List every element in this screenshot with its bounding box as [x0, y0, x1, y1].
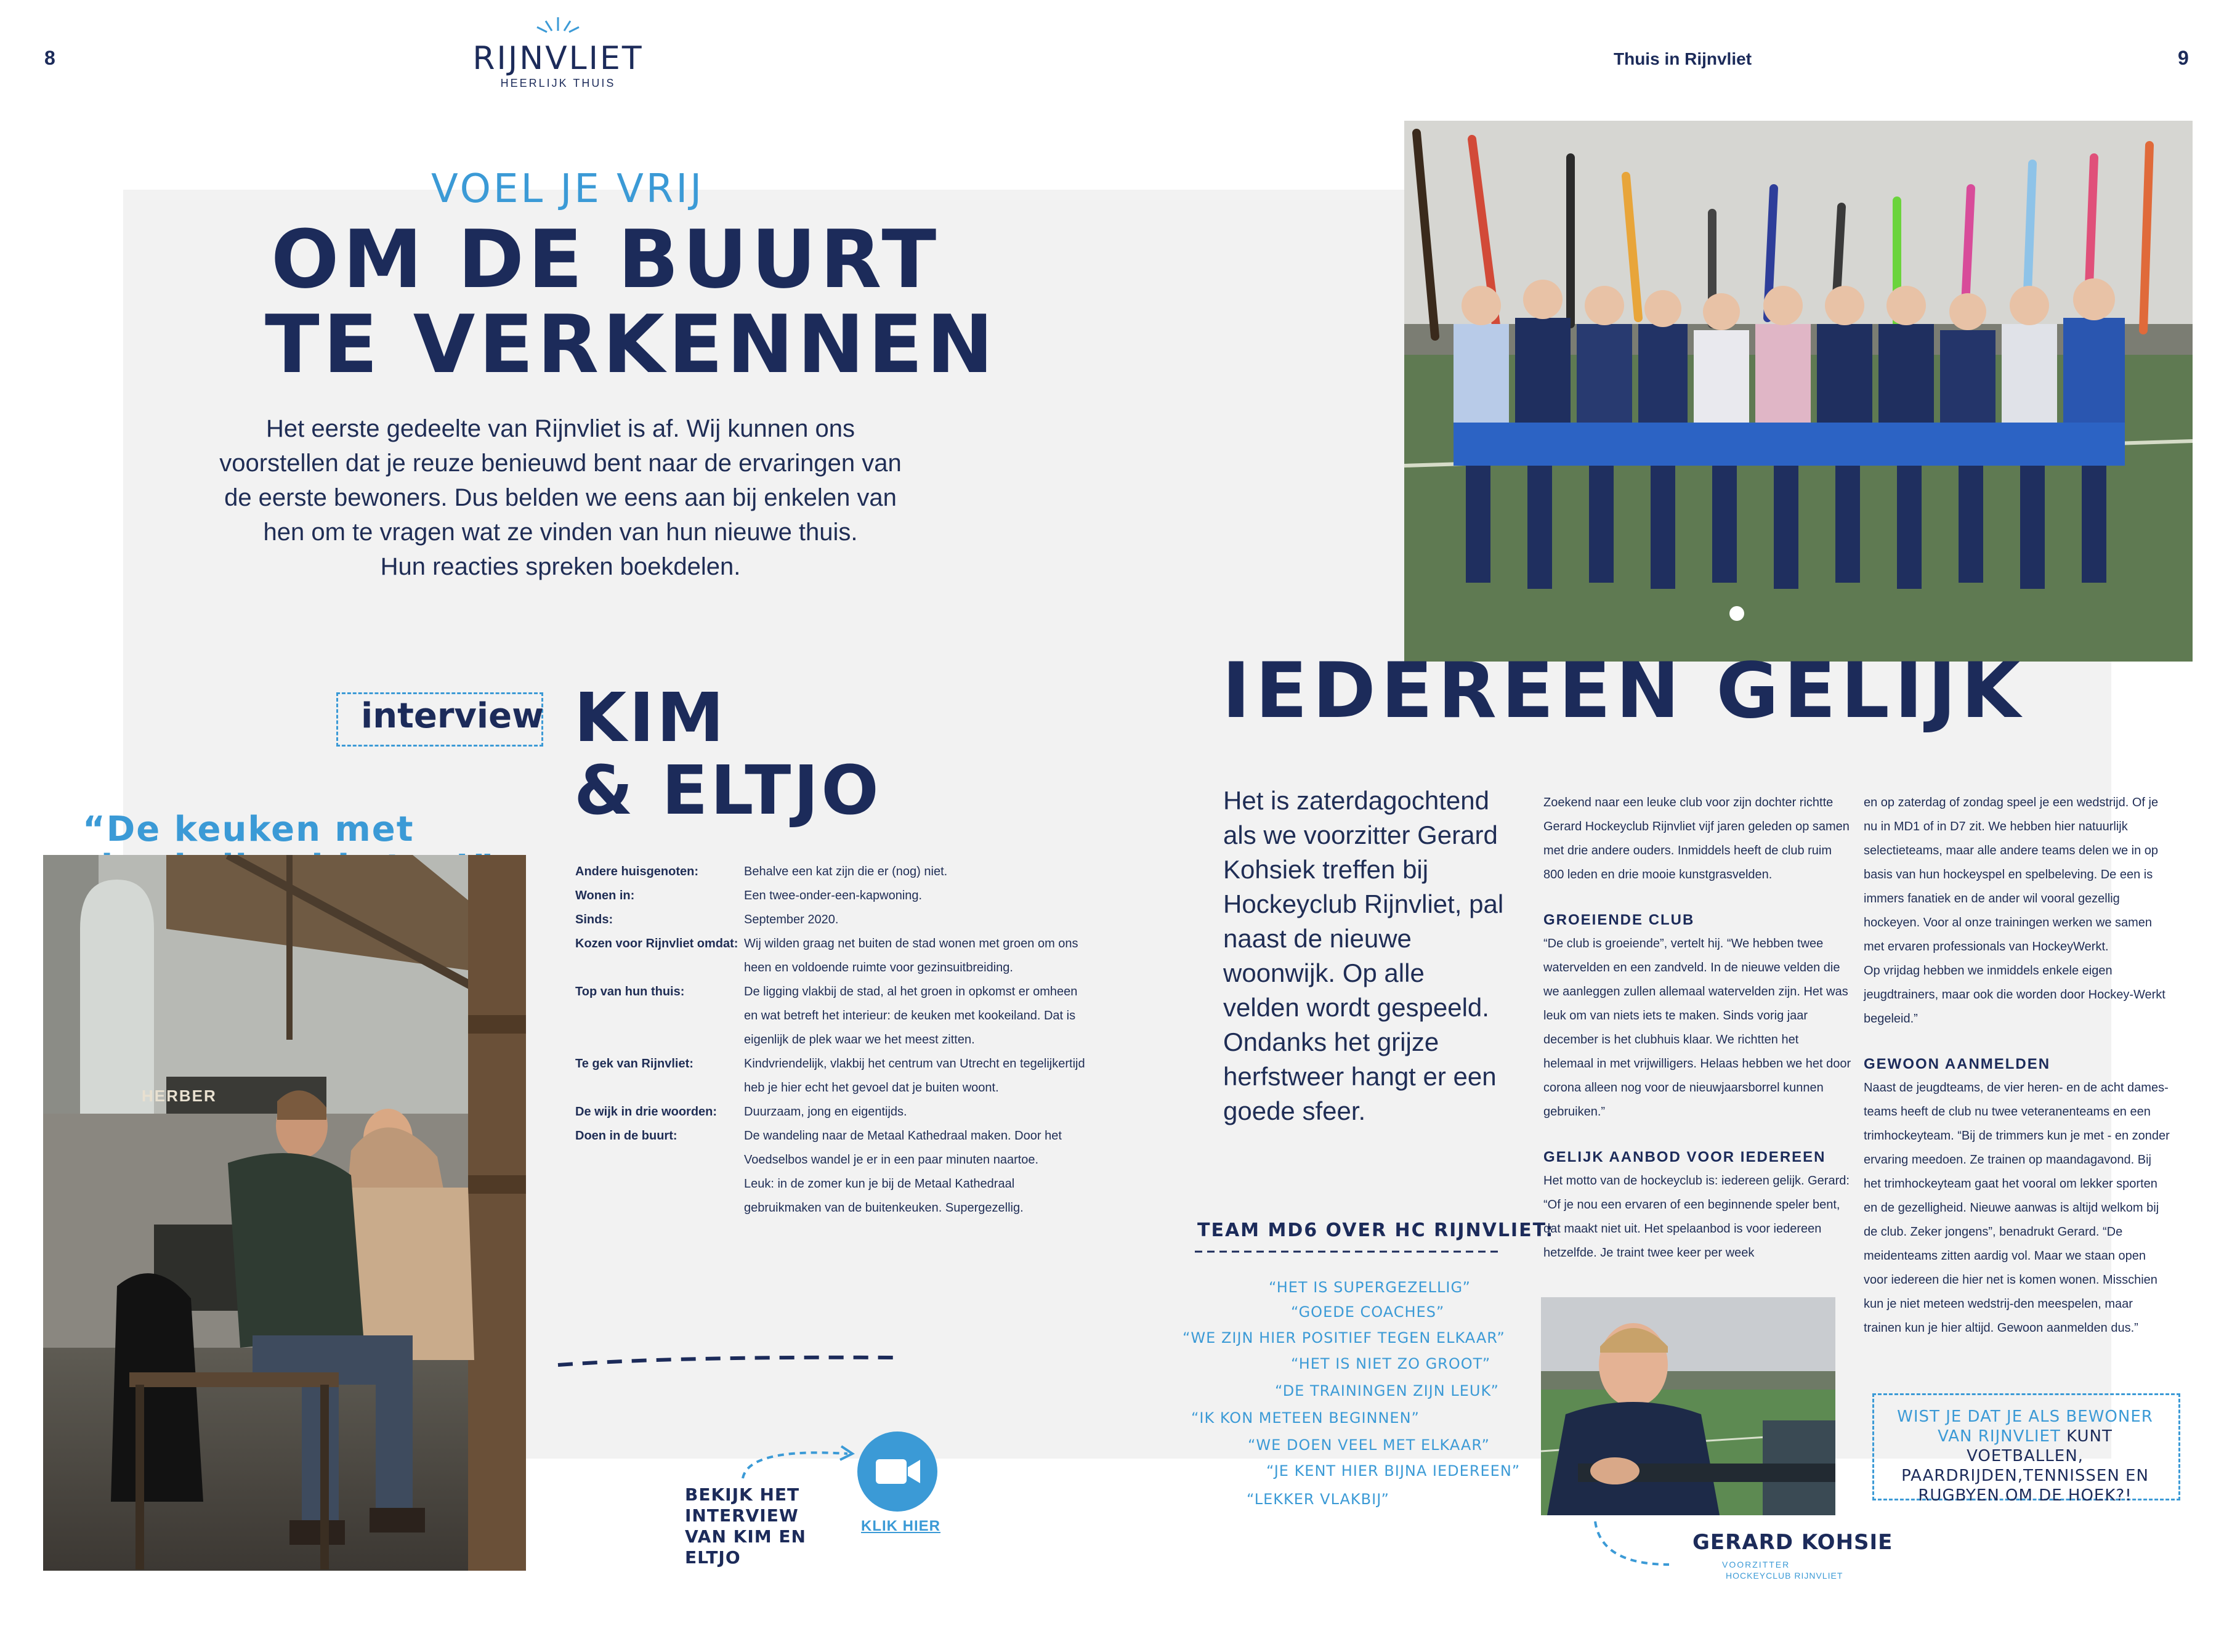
headline-line-1: OM DE BUURT: [271, 213, 940, 306]
photo-sign: HERBER: [142, 1087, 217, 1105]
article-paragraph: Op vrijdag hebben we inmiddels enkele eigen jeugdtrainers, maar ook die worden door Hockey-Werkt begeleid.”: [1864, 964, 2165, 1026]
team-quote: “HET IS SUPERGEZELLIG”: [1269, 1279, 1471, 1296]
facts-table: [575, 860, 1093, 1220]
fact-value: September 2020.: [744, 913, 839, 926]
intro-line: hen om te vragen wat ze vinden van hun nieuwe thuis.: [263, 519, 858, 546]
fact-label: Kozen voor Rijnvliet omdat:: [575, 937, 738, 950]
article-lead: Het is zaterdagochtend als we voorzitter Gerard Kohsiek treffen bij Hockeyclub Rijnvliet, pal naast de nieuwe woonwijk. Op alle velden wordt gespeeld. Ondanks het grijze herfstweer hangt er een goede sfeer.: [1223, 786, 1504, 1125]
logo-title: RIJNVLIET: [472, 40, 644, 77]
fact-row: [575, 884, 1093, 908]
hockey-team-photo: [1404, 121, 2193, 662]
pull-quote-line-1: “De keuken met: [83, 809, 414, 849]
fact-label: [575, 1172, 744, 1220]
article-title: IEDEREEN GELIJK: [1222, 647, 2026, 735]
interior-scene: [43, 855, 526, 1571]
section-title: Thuis in Rijnvliet: [1614, 49, 1752, 68]
fact-value: Duurzaam, jong en eigentijds.: [744, 1105, 907, 1119]
article-paragraph: Zoekend naar een leuke club voor zijn dochter richtte Gerard Hockeyclub Rijnvliet vijf jaren geleden op samen met drie andere ouders. Inmiddels heeft de club ruim 800 leden en drie mooie kunstgrasvelden.: [1543, 796, 1850, 881]
team-quote: “JE KENT HIER BIJNA IEDEREEN”: [1266, 1462, 1521, 1480]
fact-row: [575, 860, 1093, 884]
intro-line: voorstellen dat je reuze benieuwd bent naar de ervaringen van: [219, 450, 902, 477]
gerard-scene: [1541, 1297, 1835, 1515]
interview-tag: interview: [361, 696, 544, 736]
team-quote: “WE DOEN VEEL MET ELKAAR”: [1248, 1436, 1490, 1454]
fact-label: Doen in de buurt:: [575, 1129, 677, 1143]
fact-value: Leuk: in de zomer kun je bij de Metaal Kathedraal gebruikmaken van de buitenkeuken. Supergezellig.: [744, 1177, 1024, 1215]
hockey-scene: [1404, 121, 2193, 662]
fact-label: Top van hun thuis:: [575, 985, 685, 998]
fact-box-highlight: WIST JE DAT JE ALS BEWONER VAN RIJNVLIET: [1897, 1407, 2153, 1446]
intro-text: [197, 411, 924, 584]
cta-line: VAN KIM EN: [685, 1526, 806, 1547]
cta-line: INTERVIEW: [685, 1505, 799, 1526]
gerard-club: HOCKEYCLUB RIJNVLIET: [1726, 1571, 1843, 1581]
fact-row: [575, 1052, 1093, 1100]
gerard-name: GERARD KOHSIE: [1692, 1530, 1893, 1555]
cta-line: ELTJO: [685, 1547, 741, 1568]
article-paragraph: en op zaterdag of zondag speel je een wedstrijd. Of je nu in MD1 of in D7 zit. We hebben hier natuurlijk selectieteams, maar alle andere teams delen we in op basis van hun hockeyspel en spelbeleving. De een is immers fanatiek en de ander wil vooral gezellig hockeyen. Voor al onze trainingen werken we samen met ervaren professionals van HockeyWerkt.: [1864, 796, 2159, 954]
fact-box-text: [1883, 1407, 2167, 1505]
article-paragraph: Het motto van de hockeyclub is: iedereen gelijk. Gerard: “Of je nou een ervaren of een beginnende speler bent, dat maakt niet uit. Het spelaanbod is voor iedereen hetzelfde. Je traint twee keer per week: [1543, 1174, 1850, 1260]
kicker: VOEL JE VRIJ: [431, 166, 705, 212]
kim-eltjo-photo: [43, 855, 526, 1571]
fact-row: [575, 1172, 1093, 1220]
gerard-role: VOORZITTER: [1722, 1560, 1790, 1569]
team-quotes-title: TEAM MD6 OVER HC RIJNVLIET:: [1197, 1220, 1555, 1241]
fact-row: [575, 932, 1093, 980]
interview-title: [574, 678, 881, 830]
fact-value: De ligging vlakbij de stad, al het groen in opkomst er omheen en wat betreft het interieur: de keuken met kookeiland. Dat is eigenlijk de plek waar we het meest zitten.: [744, 985, 1078, 1047]
team-quote: “WE ZIJN HIER POSITIEF TEGEN ELKAAR”: [1183, 1329, 1505, 1346]
video-play-button[interactable]: [857, 1431, 937, 1512]
article-subheading: GEWOON AANMELDEN: [1864, 1056, 2051, 1072]
headline-line-2: TE VERKENNEN: [265, 298, 997, 391]
fact-box-rest: KUNT VOETBALLEN, PAARDRIJDEN,TENNISSEN EN RUGBYEN OM DE HOEK?!: [1901, 1427, 2149, 1505]
team-quote: “LEKKER VLAKBIJ”: [1247, 1491, 1389, 1508]
fact-label: Sinds:: [575, 913, 613, 926]
fact-value: Kindvriendelijk, vlakbij het centrum van Utrecht en tegelijkertijd heb je hier echt het gevoel dat je buiten woont.: [744, 1057, 1085, 1095]
cta-line: BEKIJK HET: [685, 1484, 800, 1505]
article-paragraph: Naast de jeugdteams, de vier heren- en de acht dames-teams heeft de club nu twee veteranenteams en een trimhockeyteam. “Bij de trimmers kun je met - en zonder ervaring meedoen. Ze trainen op maandagavond. Bij het trimhockeyteam gaat het vooral om lekker sporten en de gezelligheid. Nieuwe aanwas is altijd welkom bij de club. Zeker jongens”, benadrukt Gerard. “De meidenteams zitten aardig vol. Maar we staan open voor iedereen die hier net is komen wonen. Misschien kun je niet meteen wedstrij-den meespelen, maar trainen kun je hier altijd. Gewoon aanmelden dus.”: [1864, 1081, 2170, 1335]
fact-row: [575, 1100, 1093, 1124]
fact-value: Wij wilden graag net buiten de stad wonen met groen om ons heen en voldoende ruimte voor gezinsuitbreiding.: [744, 937, 1078, 974]
fact-label: De wijk in drie woorden:: [575, 1105, 718, 1119]
fact-value: Behalve een kat zijn die er (nog) niet.: [744, 865, 948, 878]
cta-arrow-icon: [737, 1435, 860, 1484]
team-quote: “IK KON METEEN BEGINNEN”: [1191, 1409, 1420, 1427]
team-quote: “HET IS NIET ZO GROOT”: [1291, 1355, 1491, 1372]
gerard-photo: [1541, 1297, 1835, 1515]
page-number-right: 9: [2178, 47, 2189, 69]
intro-line: Het eerste gedeelte van Rijnvliet is af. Wij kunnen ons: [265, 415, 855, 442]
dashed-divider: [554, 1349, 899, 1374]
article-subheading: GROEIENDE CLUB: [1543, 912, 1695, 928]
article-column-2: [1864, 791, 2172, 1340]
headline: [265, 213, 997, 391]
logo-subtitle: HEERLIJK THUIS: [500, 77, 616, 89]
fact-label: Te gek van Rijnvliet:: [575, 1057, 693, 1071]
interview-title-line-2: & ELTJO: [574, 751, 881, 830]
page-number-left: 8: [44, 47, 55, 69]
interview-title-line-1: KIM: [574, 678, 727, 757]
fact-row: [575, 908, 1093, 932]
fact-label: Wonen in:: [575, 889, 635, 902]
team-quote: “GOEDE COACHES”: [1291, 1303, 1445, 1321]
klik-hier-link[interactable]: KLIK HIER: [861, 1518, 940, 1534]
fact-value: De wandeling naar de Metaal Kathedraal maken. Door het Voedselbos wandel je er in een paar minuten naartoe.: [744, 1129, 1062, 1167]
intro-line: de eerste bewoners. Dus belden we eens aan bij enkelen van: [224, 484, 897, 511]
article-paragraph: “De club is groeiende”, vertelt hij. “We hebben twee watervelden en een zandveld. In de nieuwe velden die we aanleggen zullen allemaal watervelden zijn. Het was leuk om van niets iets te maken. Sinds vorig jaar december is het clubhuis klaar. We richtten het helemaal in met vrijwilligers. Helaas hebben we het door corona alleen nog voor de nieuwjaarsborrel kunnen gebruiken.”: [1543, 937, 1851, 1119]
team-title-underline: [1195, 1247, 1503, 1257]
fact-row: [575, 980, 1093, 1052]
article-subheading: GELIJK AANBOD VOOR IEDEREEN: [1543, 1149, 1826, 1165]
gerard-caption-arrow-icon: [1589, 1515, 1675, 1571]
team-quote: “DE TRAININGEN ZIJN LEUK”: [1275, 1382, 1499, 1399]
cta-text: [685, 1484, 806, 1568]
fact-value: Een twee-onder-een-kapwoning.: [744, 889, 923, 902]
fact-label: Andere huisgenoten:: [575, 865, 699, 878]
article-column-1: [1543, 791, 1851, 1265]
intro-line: Hun reacties spreken boekdelen.: [380, 553, 741, 580]
logo: [466, 12, 650, 90]
logo-sparkle-icon: [466, 12, 650, 37]
video-camera-icon: [857, 1431, 937, 1512]
fact-row: [575, 1124, 1093, 1172]
